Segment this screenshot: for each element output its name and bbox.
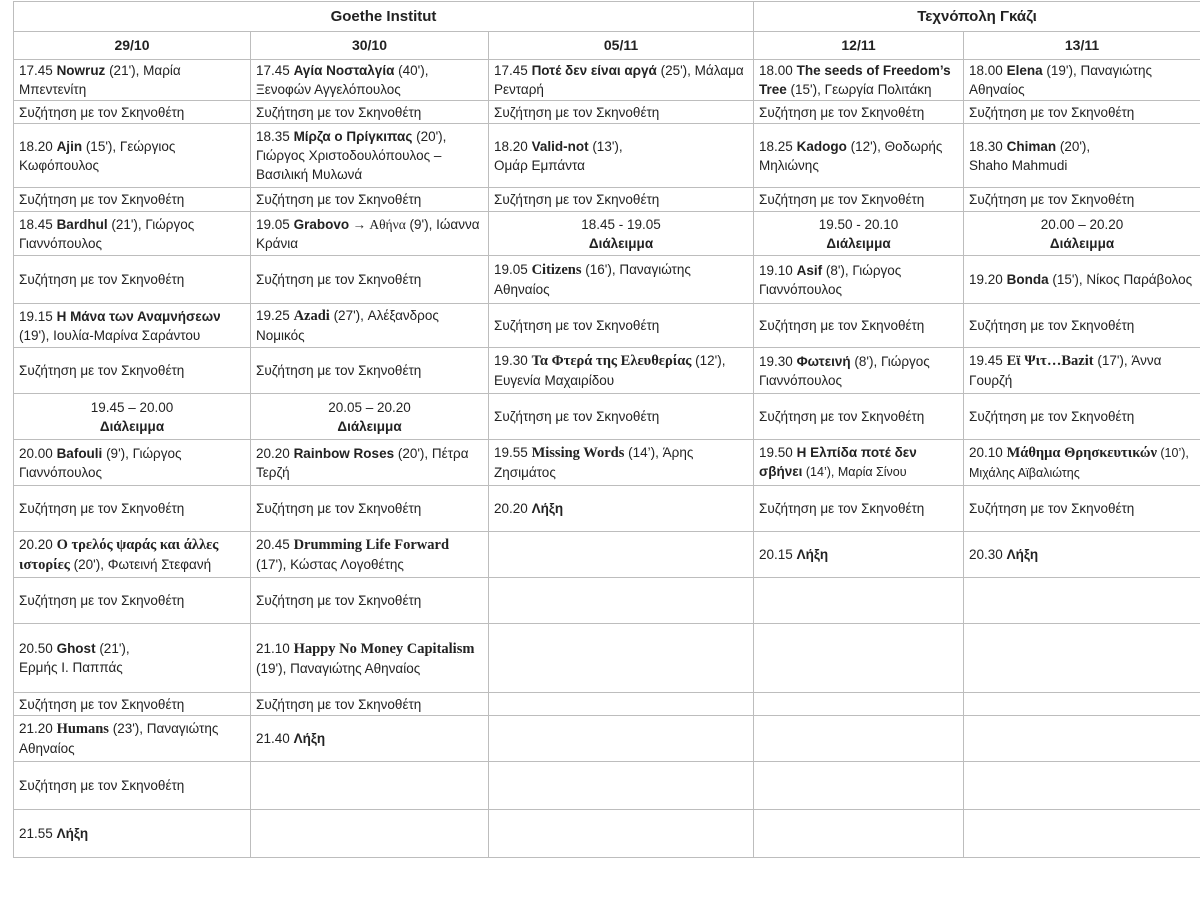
film-cell: 19.05 Citizens (16'), Παναγιώτης Αθηναίος (489, 256, 754, 304)
film-title: Grabovo (293, 216, 350, 232)
discussion-cell: Συζήτηση με τον Σκηνοθέτη (251, 348, 489, 394)
date-header: 30/10 (251, 32, 489, 60)
table-row (14, 304, 1200, 348)
table-row (14, 212, 1200, 256)
discussion-cell: Συζήτηση με τον Σκηνοθέτη (489, 304, 754, 348)
empty-cell (489, 532, 754, 578)
film-title: Φωτεινή (796, 353, 851, 369)
discussion-cell: Συζήτηση με τον Σκηνοθέτη (251, 188, 489, 212)
film-cell: 19.05 Grabovo → Αθήνα (9'), Ιώαννα Κράνια (251, 212, 489, 256)
date-header: 13/11 (964, 32, 1200, 60)
table-row (14, 810, 1200, 858)
film-cell: 18.30 Chiman (20'), Shaho Mahmudi (964, 124, 1200, 188)
empty-cell (964, 716, 1200, 762)
film-title: Bafouli (56, 445, 103, 461)
break-cell: 18.45 - 19.05 Διάλειμμα (489, 212, 754, 256)
film-title: Citizens (531, 262, 582, 278)
discussion-cell: Συζήτηση με τον Σκηνοθέτη (754, 394, 964, 440)
discussion-cell: Συζήτηση με τον Σκηνοθέτη (964, 394, 1200, 440)
table-row (14, 486, 1200, 532)
film-title: The seeds of Freedom’s Tree (759, 63, 951, 97)
film-title-suffix: → Αθήνα (349, 216, 406, 232)
film-cell: 18.20 Valid-not (13'), Ομάρ Εμπάντα (489, 124, 754, 188)
film-title: Η Ελπίδα ποτέ δεν σβήνει (759, 445, 917, 479)
film-cell: 19.10 Asif (8'), Γιώργος Γιαννόπουλος (754, 256, 964, 304)
discussion-cell: Συζήτηση με τον Σκηνοθέτη (14, 762, 251, 810)
empty-cell (489, 716, 754, 762)
film-cell: 17.45 Nowruz (21'), Μαρία Μπεντενίτη (14, 60, 251, 101)
empty-cell (754, 810, 964, 858)
end-cell: 20.15 Λήξη (754, 532, 964, 578)
film-cell: 18.25 Kadogo (12'), Θοδωρής Μηλιώνης (754, 124, 964, 188)
table-row (14, 716, 1200, 762)
film-title: Valid-not (531, 138, 589, 154)
film-title: Μίρζα ο Πρίγκιπας (293, 129, 413, 144)
empty-cell (964, 810, 1200, 858)
film-title: Happy No Money Capitalism (293, 640, 475, 657)
empty-cell (964, 693, 1200, 716)
film-title: Ποτέ δεν είναι αργά (531, 63, 657, 78)
date-header-row (14, 32, 1200, 60)
discussion-cell: Συζήτηση με τον Σκηνοθέτη (14, 101, 251, 124)
discussion-cell: Συζήτηση με τον Σκηνοθέτη (964, 486, 1200, 532)
discussion-cell: Συζήτηση με τον Σκηνοθέτη (489, 101, 754, 124)
empty-cell (754, 716, 964, 762)
empty-cell (251, 762, 489, 810)
table-row (14, 256, 1200, 304)
film-cell: 20.50 Ghost (21'), Ερμής Ι. Παππάς (14, 624, 251, 693)
discussion-cell: Συζήτηση με τον Σκηνοθέτη (489, 188, 754, 212)
film-cell: 18.35 Μίρζα ο Πρίγκιπας (20'), Γιώργος Χριστοδουλόπουλος – Βασιλική Μυλωνά (251, 124, 489, 188)
film-title: Ο τρελός ψαράς και άλλες ιστορίες (19, 536, 219, 573)
discussion-cell: Συζήτηση με τον Σκηνοθέτη (251, 486, 489, 532)
film-title: Rainbow Roses (293, 445, 395, 461)
film-title: Η Μάνα των Αναμνήσεων (56, 308, 221, 324)
empty-cell (489, 810, 754, 858)
film-title: Ghost (56, 641, 96, 656)
film-title: Εϊ Ψιτ…Bazit (1006, 353, 1094, 369)
empty-cell (754, 693, 964, 716)
empty-cell (754, 762, 964, 810)
film-title: Μάθημα Θρησκευτικών (1006, 444, 1157, 461)
schedule-table (13, 1, 1200, 858)
film-cell: 19.20 Bonda (15'), Νίκος Παράβολος (964, 256, 1200, 304)
end-cell: 20.30 Λήξη (964, 532, 1200, 578)
discussion-cell: Συζήτηση με τον Σκηνοθέτη (14, 693, 251, 716)
table-row (14, 60, 1200, 101)
film-cell: 17.45 Αγία Νοσταλγία (40'), Ξενοφών Αγγελόπουλος (251, 60, 489, 101)
discussion-cell: Συζήτηση με τον Σκηνοθέτη (14, 348, 251, 394)
date-header: 12/11 (754, 32, 964, 60)
empty-cell (489, 624, 754, 693)
table-row (14, 101, 1200, 124)
discussion-cell: Συζήτηση με τον Σκηνοθέτη (14, 486, 251, 532)
date-header: 05/11 (489, 32, 754, 60)
film-title: Nowruz (56, 63, 106, 78)
table-row (14, 578, 1200, 624)
date-header: 29/10 (14, 32, 251, 60)
film-title: Missing Words (531, 445, 625, 461)
table-row (14, 440, 1200, 486)
film-cell: 19.25 Azadi (27'), Αλέξανδρος Νομικός (251, 304, 489, 348)
film-cell: 18.45 Bardhul (21'), Γιώργος Γιαννόπουλος (14, 212, 251, 256)
film-cell: 20.10 Μάθημα Θρησκευτικών (10’), Μιχάλης Αϊβαλιώτης (964, 440, 1200, 486)
end-cell: 20.20 Λήξη (489, 486, 754, 532)
film-title: Chiman (1006, 138, 1057, 154)
discussion-cell: Συζήτηση με τον Σκηνοθέτη (251, 101, 489, 124)
table-row (14, 624, 1200, 693)
venue-technopolis: Τεχνόπολη Γκάζι (754, 2, 1200, 32)
film-title: Asif (796, 262, 823, 278)
break-cell: 19.45 – 20.00 Διάλειμμα (14, 394, 251, 440)
film-cell: 19.55 Missing Words (14’), Άρης Ζησιμάτος (489, 440, 754, 486)
discussion-cell: Συζήτηση με τον Σκηνοθέτη (14, 578, 251, 624)
film-cell: 20.45 Drumming Life Forward (17'), Κώστας Λογοθέτης (251, 532, 489, 578)
film-cell: 19.15 Η Μάνα των Αναμνήσεων (19'), Ιουλία-Μαρίνα Σαράντου (14, 304, 251, 348)
film-title: Drumming Life Forward (293, 537, 450, 553)
film-title: Humans (56, 721, 109, 737)
film-cell: 18.20 Ajin (15'), Γεώργιος Κωφόπουλος (14, 124, 251, 188)
empty-cell (964, 624, 1200, 693)
film-title: Bardhul (56, 216, 108, 232)
film-title: Kadogo (796, 138, 847, 154)
film-cell: 19.50 Η Ελπίδα ποτέ δεν σβήνει (14’), Μαρία Σίνου (754, 440, 964, 486)
table-row (14, 124, 1200, 188)
empty-cell (754, 624, 964, 693)
film-cell: 19.30 Τα Φτερά της Ελευθερίας (12'), Ευγενία Μαχαιρίδου (489, 348, 754, 394)
empty-cell (489, 578, 754, 624)
empty-cell (489, 693, 754, 716)
film-cell: 20.00 Bafouli (9'), Γιώργος Γιαννόπουλος (14, 440, 251, 486)
discussion-cell: Συζήτηση με τον Σκηνοθέτη (489, 394, 754, 440)
discussion-cell: Συζήτηση με τον Σκηνοθέτη (754, 188, 964, 212)
film-title: Bonda (1006, 272, 1049, 287)
empty-cell (489, 762, 754, 810)
break-cell: 19.50 - 20.10 Διάλειμμα (754, 212, 964, 256)
film-cell: 17.45 Ποτέ δεν είναι αργά (25'), Μάλαμα Ρενταρή (489, 60, 754, 101)
film-cell: 19.45 Εϊ Ψιτ…Bazit (17'), Άννα Γουρζή (964, 348, 1200, 394)
venue-goethe: Goethe Institut (14, 2, 754, 32)
discussion-cell: Συζήτηση με τον Σκηνοθέτη (964, 304, 1200, 348)
break-cell: 20.05 – 20.20 Διάλειμμα (251, 394, 489, 440)
film-cell: 21.20 Humans (23'), Παναγιώτης Αθηναίος (14, 716, 251, 762)
discussion-cell: Συζήτηση με τον Σκηνοθέτη (754, 486, 964, 532)
film-title: Ajin (56, 138, 83, 154)
film-cell: 20.20 Ο τρελός ψαράς και άλλες ιστορίες (20'), Φωτεινή Στεφανή (14, 532, 251, 578)
empty-cell (964, 578, 1200, 624)
discussion-cell: Συζήτηση με τον Σκηνοθέτη (251, 578, 489, 624)
film-title: Azadi (293, 308, 330, 324)
film-cell: 19.30 Φωτεινή (8'), Γιώργος Γιαννόπουλος (754, 348, 964, 394)
discussion-cell: Συζήτηση με τον Σκηνοθέτη (251, 693, 489, 716)
film-cell: 18.00 Elena (19'), Παναγιώτης Αθηναίος (964, 60, 1200, 101)
film-title: Elena (1006, 63, 1043, 78)
discussion-cell: Συζήτηση με τον Σκηνοθέτη (754, 101, 964, 124)
table-row (14, 394, 1200, 440)
film-title: Αγία Νοσταλγία (293, 63, 395, 78)
discussion-cell: Συζήτηση με τον Σκηνοθέτη (14, 188, 251, 212)
film-cell: 18.00 The seeds of Freedom’s Tree (15'), Γεωργία Πολιτάκη (754, 60, 964, 101)
film-cell: 20.20 Rainbow Roses (20'), Πέτρα Τερζή (251, 440, 489, 486)
break-cell: 20.00 – 20.20 Διάλειμμα (964, 212, 1200, 256)
discussion-cell: Συζήτηση με τον Σκηνοθέτη (14, 256, 251, 304)
empty-cell (251, 810, 489, 858)
end-cell: 21.40 Λήξη (251, 716, 489, 762)
end-cell: 21.55 Λήξη (14, 810, 251, 858)
film-title: Τα Φτερά της Ελευθερίας (531, 353, 692, 369)
table-row (14, 348, 1200, 394)
discussion-cell: Συζήτηση με τον Σκηνοθέτη (964, 101, 1200, 124)
discussion-cell: Συζήτηση με τον Σκηνοθέτη (754, 304, 964, 348)
table-row (14, 762, 1200, 810)
table-row (14, 693, 1200, 716)
venue-header-row (14, 2, 1200, 32)
table-row (14, 188, 1200, 212)
empty-cell (754, 578, 964, 624)
table-row (14, 532, 1200, 578)
discussion-cell: Συζήτηση με τον Σκηνοθέτη (964, 188, 1200, 212)
discussion-cell: Συζήτηση με τον Σκηνοθέτη (251, 256, 489, 304)
film-cell: 21.10 Happy No Money Capitalism (19'), Παναγιώτης Αθηναίος (251, 624, 489, 693)
empty-cell (964, 762, 1200, 810)
